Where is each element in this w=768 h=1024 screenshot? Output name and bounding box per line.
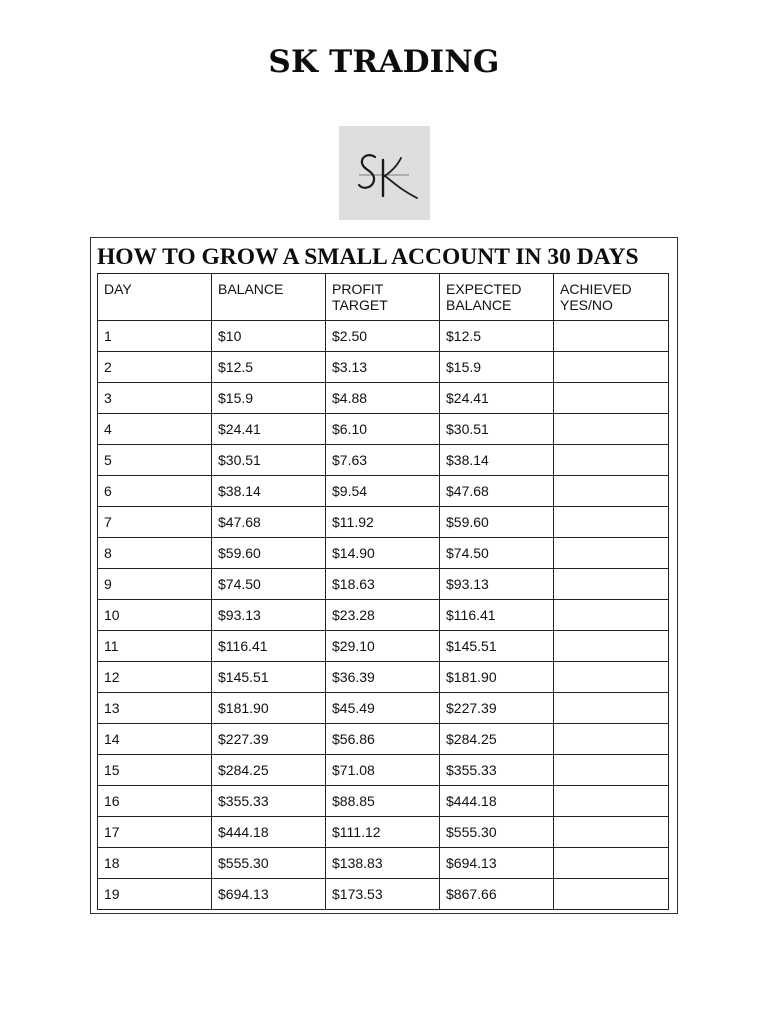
cell-achieved[interactable]: [554, 476, 669, 507]
cell-achieved[interactable]: [554, 755, 669, 786]
header-row: [98, 274, 669, 321]
table-row: [98, 786, 669, 817]
cell-balance: $38.14: [212, 476, 326, 507]
table-row: [98, 879, 669, 910]
cell-day: 18: [98, 848, 212, 879]
cell-achieved[interactable]: [554, 879, 669, 910]
column-header-balance: [212, 274, 326, 321]
cell-day: 19: [98, 879, 212, 910]
table-title: HOW TO GROW A SMALL ACCOUNT IN 30 DAYS: [97, 244, 639, 270]
cell-profit-target: $11.92: [326, 507, 440, 538]
cell-balance: $116.41: [212, 631, 326, 662]
cell-achieved[interactable]: [554, 383, 669, 414]
cell-expected-balance: $12.5: [440, 321, 554, 352]
column-header-day: [98, 274, 212, 321]
cell-profit-target: $3.13: [326, 352, 440, 383]
cell-balance: $555.30: [212, 848, 326, 879]
cell-profit-target: $6.10: [326, 414, 440, 445]
cell-profit-target: $9.54: [326, 476, 440, 507]
cell-profit-target: $18.63: [326, 569, 440, 600]
column-header-line: EXPECTED: [446, 281, 522, 297]
cell-day: 16: [98, 786, 212, 817]
cell-expected-balance: $694.13: [440, 848, 554, 879]
column-header-line: YES/NO: [560, 297, 613, 313]
column-header-profit-target: [326, 274, 440, 321]
cell-day: 2: [98, 352, 212, 383]
cell-achieved[interactable]: [554, 352, 669, 383]
cell-day: 6: [98, 476, 212, 507]
cell-day: 15: [98, 755, 212, 786]
cell-profit-target: $23.28: [326, 600, 440, 631]
cell-expected-balance: $30.51: [440, 414, 554, 445]
table-row: [98, 600, 669, 631]
page-title: SK TRADING: [268, 44, 500, 80]
cell-expected-balance: $74.50: [440, 538, 554, 569]
cell-day: 1: [98, 321, 212, 352]
cell-balance: $181.90: [212, 693, 326, 724]
cell-achieved[interactable]: [554, 538, 669, 569]
cell-balance: $24.41: [212, 414, 326, 445]
table-row: [98, 817, 669, 848]
cell-balance: $15.9: [212, 383, 326, 414]
cell-achieved[interactable]: [554, 724, 669, 755]
cell-balance: $59.60: [212, 538, 326, 569]
cell-expected-balance: $284.25: [440, 724, 554, 755]
table-row: [98, 662, 669, 693]
cell-expected-balance: $93.13: [440, 569, 554, 600]
table-row: [98, 724, 669, 755]
cell-balance: $10: [212, 321, 326, 352]
cell-profit-target: $2.50: [326, 321, 440, 352]
column-header-line: BALANCE: [218, 281, 284, 297]
column-header-line: BALANCE: [446, 297, 512, 313]
table-row: [98, 383, 669, 414]
sk-logo: [339, 126, 430, 220]
table-row: [98, 507, 669, 538]
cell-profit-target: $56.86: [326, 724, 440, 755]
table-row: [98, 631, 669, 662]
cell-day: 11: [98, 631, 212, 662]
growth-table: [97, 273, 669, 910]
table-row: [98, 569, 669, 600]
cell-balance: $355.33: [212, 786, 326, 817]
cell-day: 12: [98, 662, 212, 693]
cell-achieved[interactable]: [554, 414, 669, 445]
column-header-expected-balance: [440, 274, 554, 321]
column-header-line: TARGET: [332, 297, 388, 313]
cell-balance: $12.5: [212, 352, 326, 383]
cell-profit-target: $111.12: [326, 817, 440, 848]
table-row: [98, 848, 669, 879]
table-row: [98, 445, 669, 476]
table-row: [98, 755, 669, 786]
cell-achieved[interactable]: [554, 662, 669, 693]
cell-expected-balance: $444.18: [440, 786, 554, 817]
cell-expected-balance: $15.9: [440, 352, 554, 383]
cell-achieved[interactable]: [554, 507, 669, 538]
column-header-line: ACHIEVED: [560, 281, 632, 297]
cell-profit-target: $4.88: [326, 383, 440, 414]
column-header-line: DAY: [104, 281, 132, 297]
cell-balance: $227.39: [212, 724, 326, 755]
cell-balance: $93.13: [212, 600, 326, 631]
cell-balance: $30.51: [212, 445, 326, 476]
table-row: [98, 538, 669, 569]
cell-profit-target: $88.85: [326, 786, 440, 817]
cell-day: 3: [98, 383, 212, 414]
cell-expected-balance: $355.33: [440, 755, 554, 786]
cell-expected-balance: $145.51: [440, 631, 554, 662]
cell-balance: $145.51: [212, 662, 326, 693]
cell-day: 8: [98, 538, 212, 569]
cell-day: 4: [98, 414, 212, 445]
cell-profit-target: $29.10: [326, 631, 440, 662]
cell-expected-balance: $227.39: [440, 693, 554, 724]
cell-balance: $74.50: [212, 569, 326, 600]
cell-expected-balance: $116.41: [440, 600, 554, 631]
cell-profit-target: $14.90: [326, 538, 440, 569]
cell-profit-target: $45.49: [326, 693, 440, 724]
table-row: [98, 321, 669, 352]
cell-achieved[interactable]: [554, 786, 669, 817]
cell-profit-target: $138.83: [326, 848, 440, 879]
cell-day: 10: [98, 600, 212, 631]
cell-achieved[interactable]: [554, 693, 669, 724]
cell-day: 5: [98, 445, 212, 476]
cell-balance: $47.68: [212, 507, 326, 538]
cell-balance: $284.25: [212, 755, 326, 786]
cell-day: 14: [98, 724, 212, 755]
column-header-achieved: [554, 274, 669, 321]
column-header-line: PROFIT: [332, 281, 384, 297]
cell-expected-balance: $555.30: [440, 817, 554, 848]
cell-profit-target: $36.39: [326, 662, 440, 693]
cell-day: 7: [98, 507, 212, 538]
cell-achieved[interactable]: [554, 321, 669, 352]
cell-day: 17: [98, 817, 212, 848]
cell-balance: $444.18: [212, 817, 326, 848]
sk-logo-mark: [339, 126, 430, 220]
cell-expected-balance: $181.90: [440, 662, 554, 693]
table-row: [98, 693, 669, 724]
cell-achieved[interactable]: [554, 817, 669, 848]
cell-achieved[interactable]: [554, 569, 669, 600]
cell-achieved[interactable]: [554, 848, 669, 879]
cell-achieved[interactable]: [554, 600, 669, 631]
table-row: [98, 476, 669, 507]
cell-achieved[interactable]: [554, 631, 669, 662]
cell-balance: $694.13: [212, 879, 326, 910]
cell-day: 9: [98, 569, 212, 600]
table-row: [98, 352, 669, 383]
cell-profit-target: $71.08: [326, 755, 440, 786]
cell-expected-balance: $59.60: [440, 507, 554, 538]
cell-expected-balance: $867.66: [440, 879, 554, 910]
cell-expected-balance: $47.68: [440, 476, 554, 507]
cell-expected-balance: $24.41: [440, 383, 554, 414]
cell-profit-target: $173.53: [326, 879, 440, 910]
cell-profit-target: $7.63: [326, 445, 440, 476]
cell-achieved[interactable]: [554, 445, 669, 476]
table-row: [98, 414, 669, 445]
cell-day: 13: [98, 693, 212, 724]
cell-expected-balance: $38.14: [440, 445, 554, 476]
